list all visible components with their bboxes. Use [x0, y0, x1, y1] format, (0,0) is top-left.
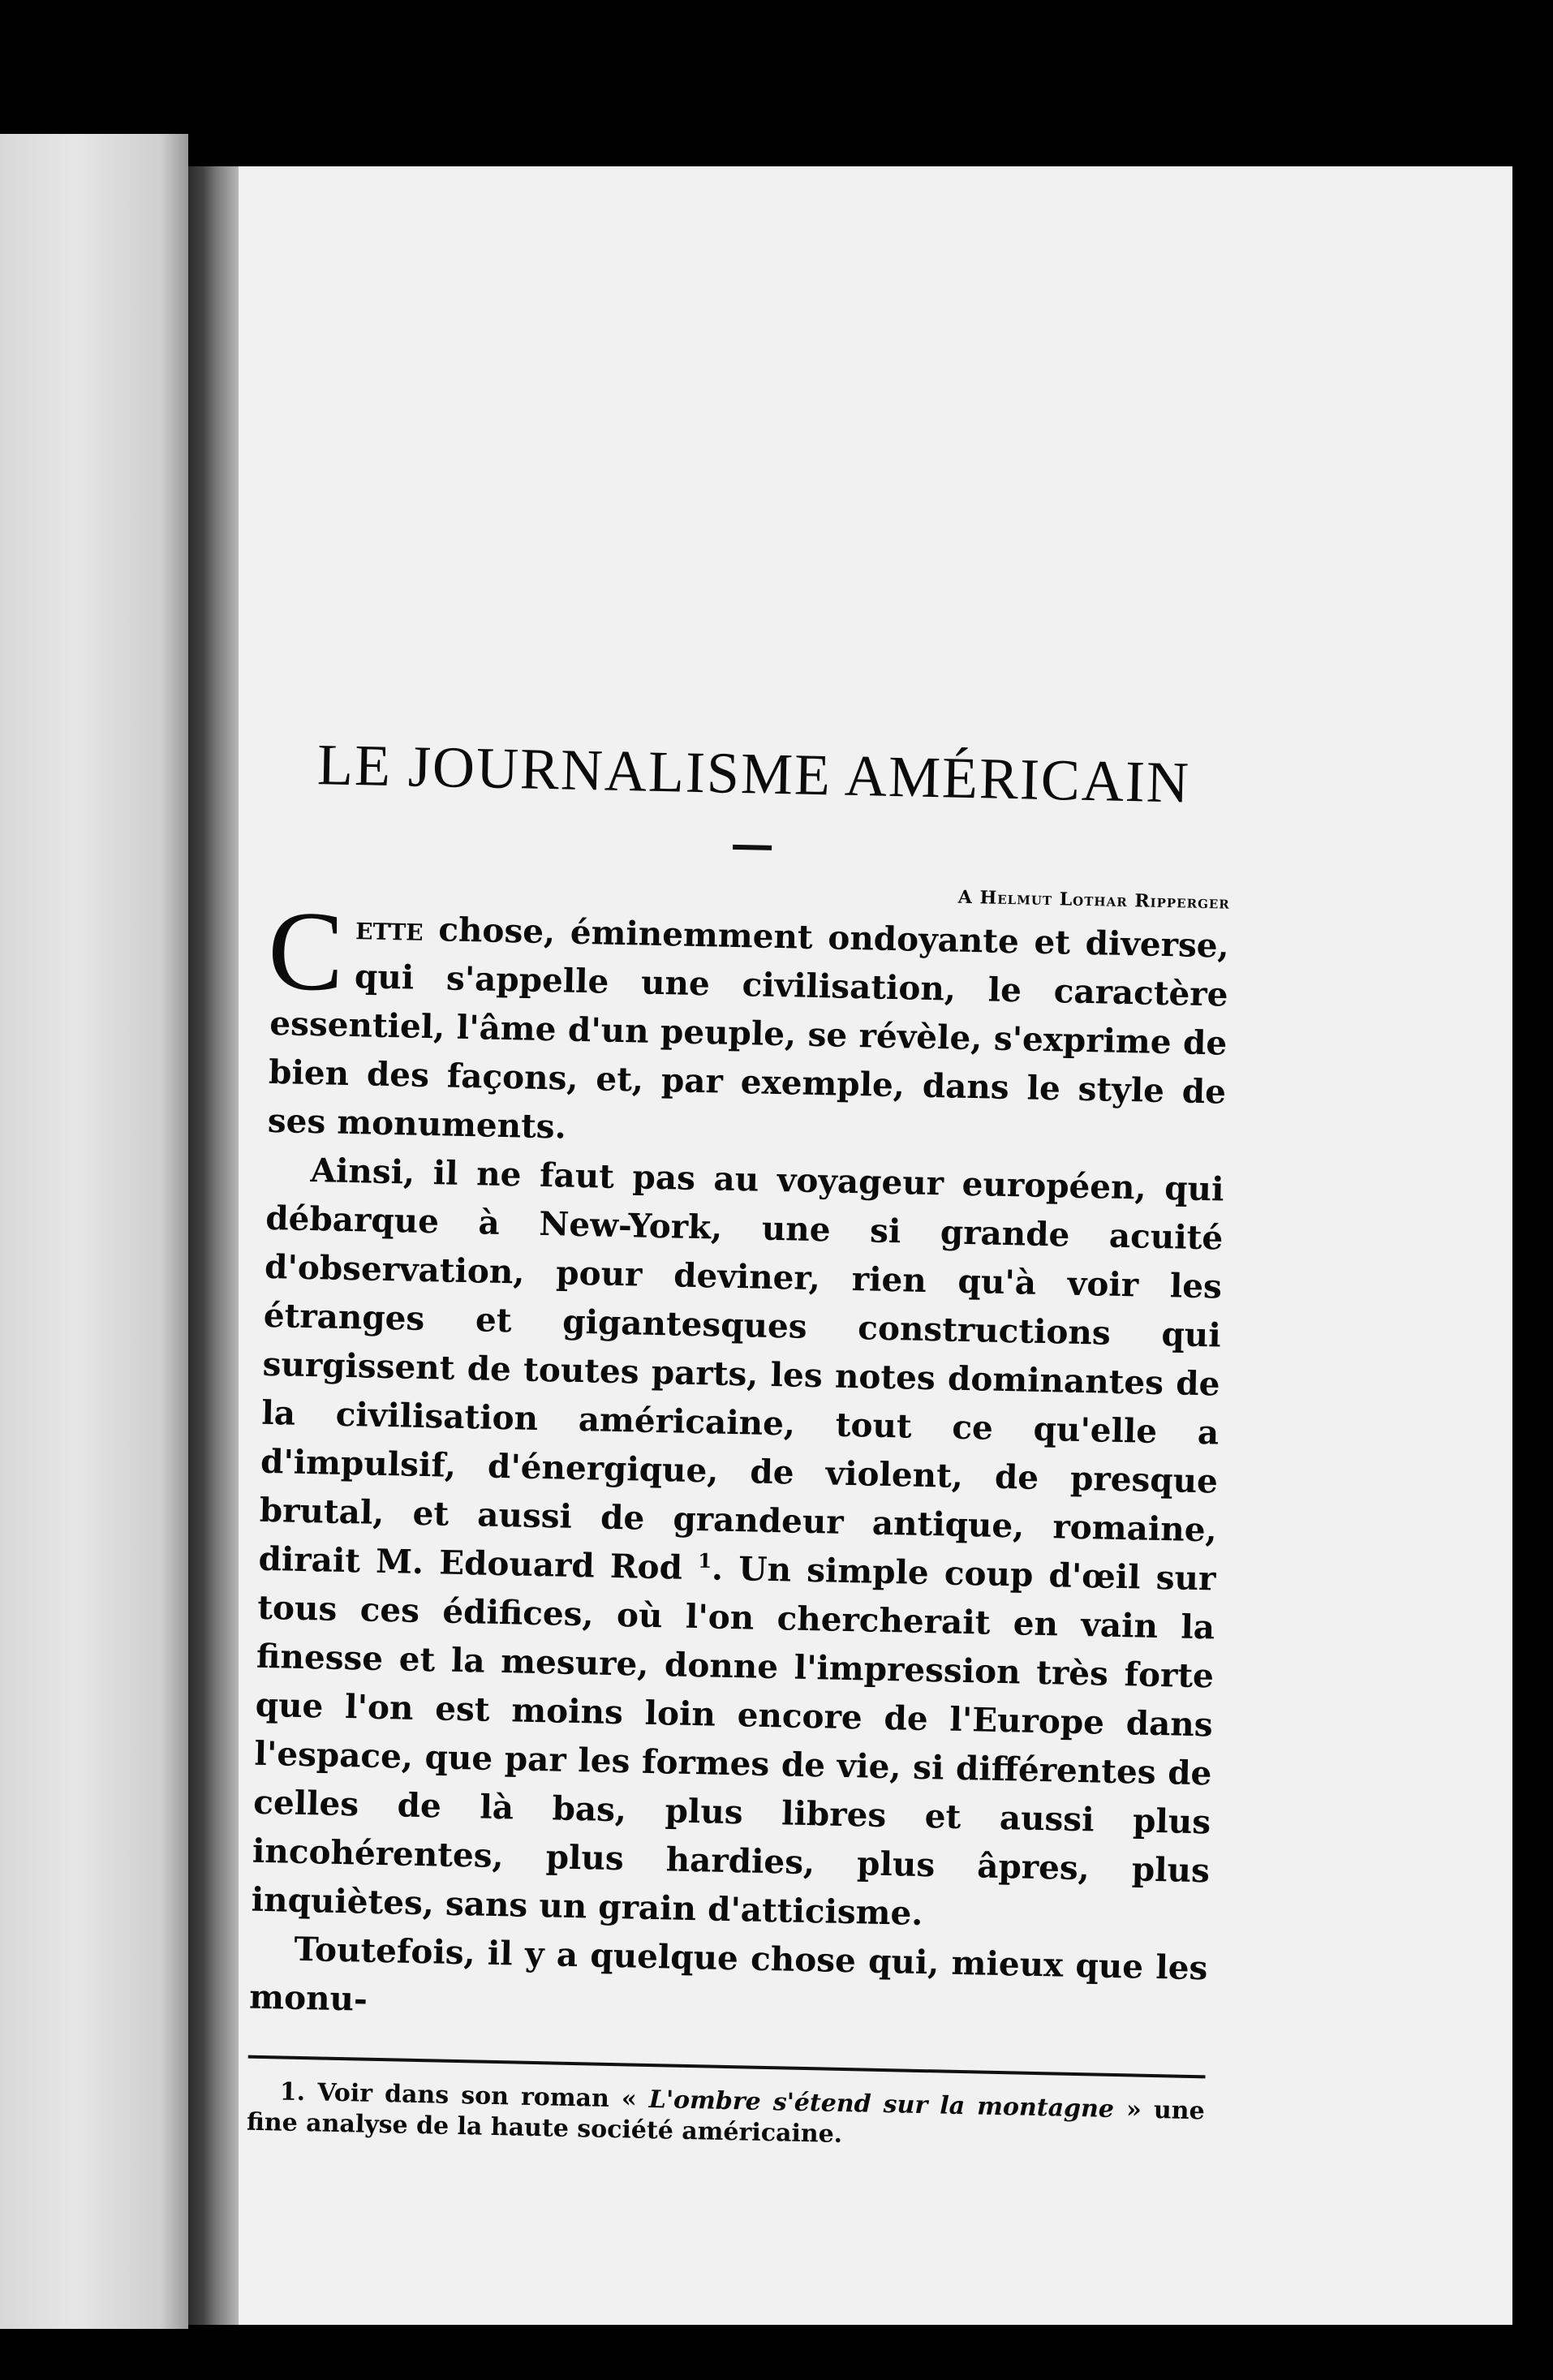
- page-text-block: [247, 730, 1233, 2158]
- paragraph-2-text-b: . Un simple coup d'œil sur tous ces édifices, où l'on chercherait en vain la finesse et la mesure, donne l'impression très forte que l'on est moins loin encore de l'Europe dans l'espace, que par les formes de vie, si différentes de celles de là bas, plus libres et aussi plus incohérentes, plus hardies, plus âpres, plus inquiètes, sans un grain d'atticisme.: [251, 1548, 1216, 1934]
- chapter-title: LE JOURNALISME AMÉRICAIN: [316, 732, 1191, 816]
- left-page-edge: [0, 134, 188, 2329]
- title-dash: [733, 845, 772, 850]
- paragraph-1-text: chose, éminemment ondoyante et diverse, qui s'appelle une civilisation, le caractère essentiel, l'âme d'un peuple, se révèle, s'exprime de bien des façons, et, par exemple, dans le style de ses monuments.: [267, 909, 1230, 1147]
- paragraph-2: [251, 1145, 1224, 1944]
- dedication: A Helmut Lothar Ripperger: [957, 886, 1231, 914]
- footnote-text-a: Voir dans son roman «: [304, 2078, 650, 2114]
- opening-small-caps: ette: [355, 908, 424, 949]
- footnote-text-b: » une fine analyse de la haute société américaine.: [246, 2095, 1205, 2149]
- footnote-divider: [248, 2055, 1206, 2079]
- footnote-reference: 1: [697, 1548, 712, 1573]
- drop-cap: C: [266, 887, 346, 1015]
- paragraph-2-text-a: Ainsi, il ne faut pas au voyageur européen, qui débarque à New-York, une si grande acuité d'observation, pour deviner, rien qu'à voir les étranges et gigantesques constructions qui surgissent de toutes parts, les notes dominantes de la civilisation américaine, tout ce qu'elle a d'impulsif, d'énergique, de violent, de presque brutal, et aussi de grandeur antique, romaine, dirait M. Edouard Rod: [258, 1151, 1224, 1588]
- footnote-book-title: L'ombre s'étend sur la montagne: [648, 2085, 1115, 2124]
- footnote-number: 1.: [279, 2077, 306, 2107]
- paragraph-3: Toutefois, il y a quelque chose qui, mieux que les monu-: [248, 1929, 1208, 2019]
- book-gutter-shadow: [188, 166, 239, 2325]
